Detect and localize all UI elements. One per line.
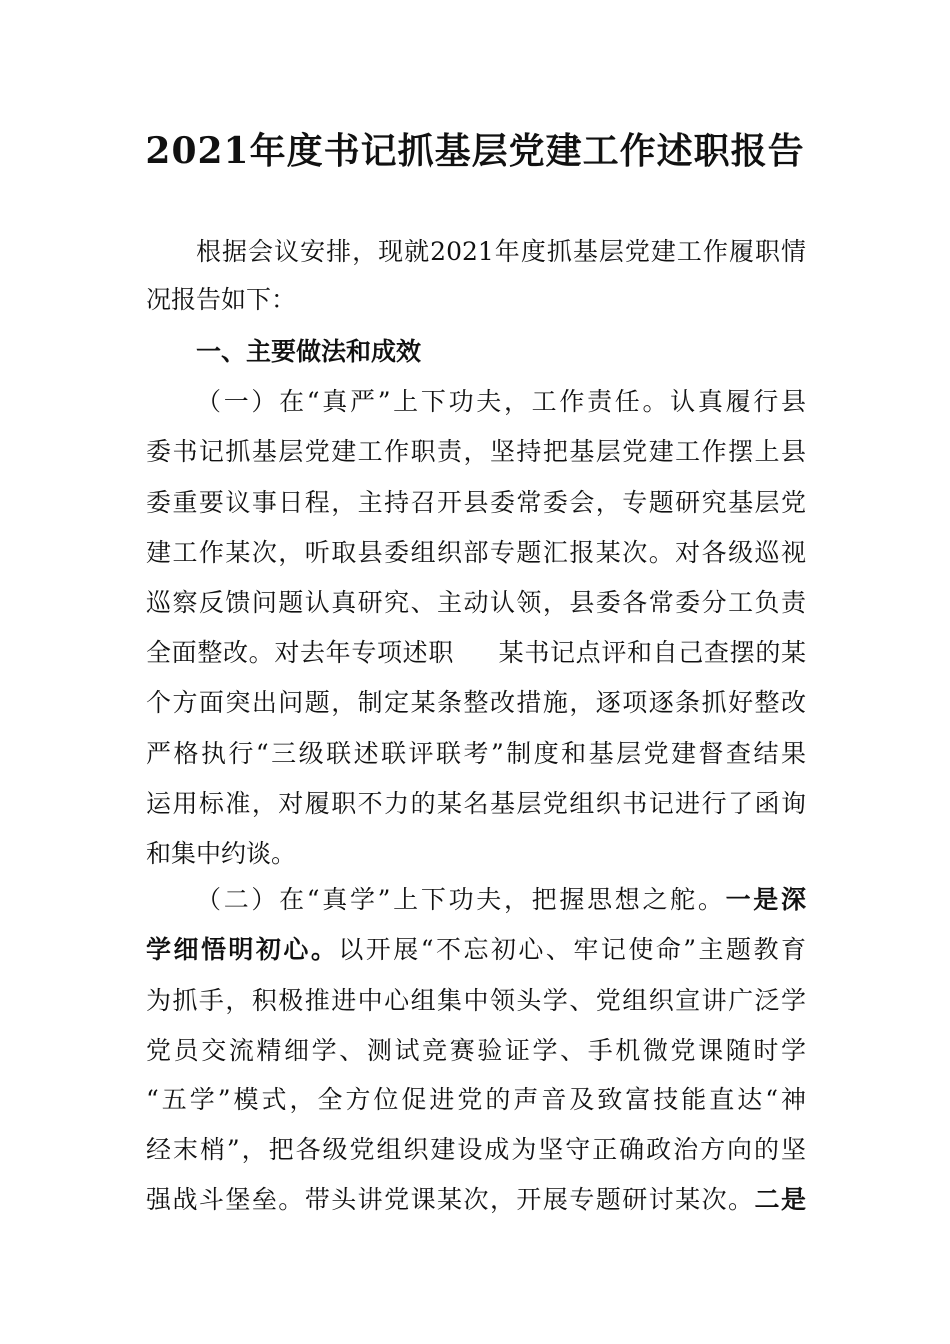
section-heading: 一、主要做法和成效 — [196, 337, 422, 366]
para2-line-1-bold: 一是深 — [725, 885, 806, 914]
para2-line-4: 党员交流精细学、测试竞赛验证学、手机微党课随时学 — [146, 1036, 806, 1065]
para1-line-3: 委重要议事日程，主持召开县委常委会，专题研究基层党 — [146, 488, 806, 517]
para1-line-6-part-a: 全面整改。对去年专项述职 — [146, 638, 454, 667]
para2-line-7-normal: 强战斗堡垒。带头讲党课某次，开展专题研讨某次。 — [146, 1185, 755, 1214]
para1-line-9: 运用标准，对履职不力的某名基层党组织书记进行了函询 — [146, 789, 806, 818]
para2-line-5: “五学”模式，全方位促进党的声音及致富技能直达“神 — [146, 1085, 806, 1114]
para1-line-10: 和集中约谈。 — [146, 839, 297, 868]
para1-line-2: 委书记抓基层党建工作职责，坚持把基层党建工作摆上县 — [146, 437, 806, 466]
para1-line-6 — [146, 637, 806, 669]
para2-line-1-normal: （二）在“真学”上下功夫，把握思想之舵。 — [196, 885, 726, 914]
para2-line-2-normal: 以开展“不忘初心、牢记使命”主题教育 — [338, 935, 806, 964]
para1-line-5: 巡察反馈问题认真研究、主动认领，县委各常委分工负责 — [146, 588, 806, 617]
para1-line-7: 个方面突出问题，制定某条整改措施，逐项逐条抓好整改 — [146, 688, 806, 717]
para1-line-1: （一）在“真严”上下功夫，工作责任。认真履行县 — [196, 387, 806, 416]
para1-line-4: 建工作某次，听取县委组织部专题汇报某次。对各级巡视 — [146, 538, 806, 567]
para2-line-7-bold: 二是 — [754, 1185, 806, 1214]
para2-line-2 — [146, 934, 806, 966]
intro-line-2: 况报告如下： — [146, 285, 297, 314]
para2-line-2-bold: 学细悟明初心。 — [146, 935, 339, 964]
para2-line-6: 经末梢”，把各级党组织建设成为坚守正确政治方向的坚 — [146, 1135, 806, 1164]
para2-line-3: 为抓手，积极推进中心组集中领头学、党组织宣讲广泛学 — [146, 986, 806, 1015]
para1-line-6-part-b: 某书记点评和自己查摆的某 — [498, 638, 806, 667]
document-title: 2021年度书记抓基层党建工作述职报告 — [145, 130, 805, 172]
intro-line-1: 根据会议安排，现就2021年度抓基层党建工作履职情 — [196, 237, 806, 266]
para2-line-1 — [196, 884, 806, 916]
para2-line-7 — [146, 1184, 806, 1216]
para1-line-8: 严格执行“三级联述联评联考”制度和基层党建督查结果 — [146, 739, 806, 768]
